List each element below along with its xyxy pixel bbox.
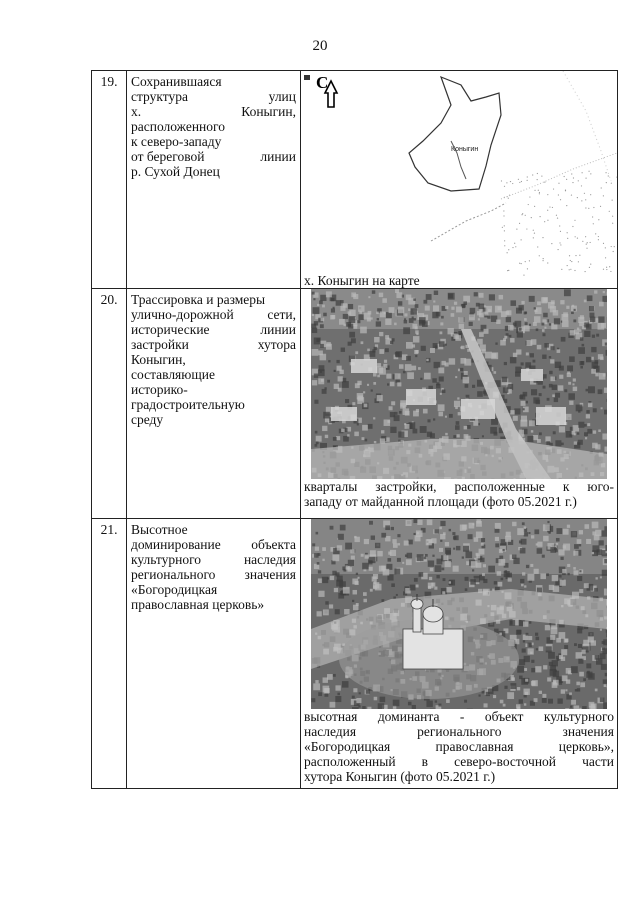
text-line [131,537,296,552]
text-word: хутора Коныгин (фото 05.2021 г.) [304,769,496,784]
text-line [131,104,296,119]
text-word: северо-восточной [454,754,557,769]
text-line [131,149,296,164]
aerial-photo-church [311,519,607,709]
text-word: церковь», [558,739,614,754]
text-word: объект [484,709,524,724]
row-description [127,71,301,289]
text-word: значения [244,567,296,582]
compass-letter: С [316,73,329,92]
table-row [92,289,618,519]
text-word: кварталы [304,479,358,494]
text-word: наследия [243,552,296,567]
text-line: расположенного [131,119,225,134]
text-line [304,754,614,769]
text-word: расположенные [454,479,545,494]
photo-cell [301,519,618,789]
text-word: культурного [131,552,202,567]
text-line [304,724,614,739]
text-word: х. [131,104,142,119]
text-word: улиц [268,89,296,104]
text-line: Коныгин, [131,352,186,367]
text-word: высотная [304,709,358,724]
text-word: значения [562,724,614,739]
text-word: от береговой [131,149,205,164]
text-line [131,552,296,567]
row-description [127,519,301,789]
text-word: Коныгин, [241,104,296,119]
text-line [304,769,614,784]
text-line: Высотное [131,522,188,537]
text-word: регионального [131,567,216,582]
text-line [131,292,296,307]
page-number: 20 [312,38,328,54]
text-word: «Богородицкая [304,739,391,754]
text-word: Трассировка и размеры [131,292,266,307]
text-word: - [459,709,465,724]
row-description [127,289,301,519]
text-line [131,567,296,582]
text-line: к северо-западу [131,134,222,149]
text-line: градостроительную [131,397,245,412]
text-line [304,739,614,754]
text-word: линии [260,149,296,164]
map-image [301,71,617,276]
text-word: доминирование [131,537,221,552]
table-row [92,519,618,789]
text-word: к [562,479,570,494]
text-word: в [421,754,429,769]
text-line: историко- [131,382,188,397]
row-number: 21. [92,519,127,789]
text-line: р. Сухой Донец [131,164,220,179]
text-line: составляющие [131,367,215,382]
text-line [304,494,614,509]
text-word: части [582,754,614,769]
text-line: среду [131,412,164,427]
text-line [131,307,296,322]
text-line [131,322,296,337]
text-line: «Богородицкая [131,582,218,597]
text-word: застройки, [375,479,437,494]
text-word: культурного [543,709,614,724]
text-line: Сохранившаяся [131,74,222,89]
text-line: православная церковь» [131,597,265,612]
text-word: хутора [257,337,296,352]
photo-caption [301,709,617,784]
text-word: исторические [131,322,210,337]
location-map [301,71,617,276]
text-line [304,709,614,724]
text-word: доминанта [377,709,440,724]
map-caption: х. Коныгин на карте [304,273,420,288]
text-word: регионального [417,724,502,739]
row-number: 20. [92,289,127,519]
text-word: православная [435,739,514,754]
text-line [304,479,614,494]
text-word: линии [260,322,296,337]
table-row [92,71,618,289]
text-word: расположенный [304,754,396,769]
text-word: юго- [587,479,614,494]
text-line [131,337,296,352]
photo-caption [301,479,617,509]
map-cell [301,71,618,289]
text-word: западу от майданной площади (фото 05.2021 г.) [304,494,577,509]
text-word: застройки [131,337,189,352]
text-word: сети, [267,307,296,322]
aerial-photo-blocks [311,289,607,479]
row-number: 19. [92,71,127,289]
heritage-table [91,70,618,789]
text-word: наследия [304,724,357,739]
text-word: улично-дорожной [131,307,234,322]
map-town-label: Коныгин [451,146,479,153]
text-word: структура [131,89,188,104]
text-word: объекта [251,537,296,552]
text-line [131,89,296,104]
photo-cell [301,289,618,519]
